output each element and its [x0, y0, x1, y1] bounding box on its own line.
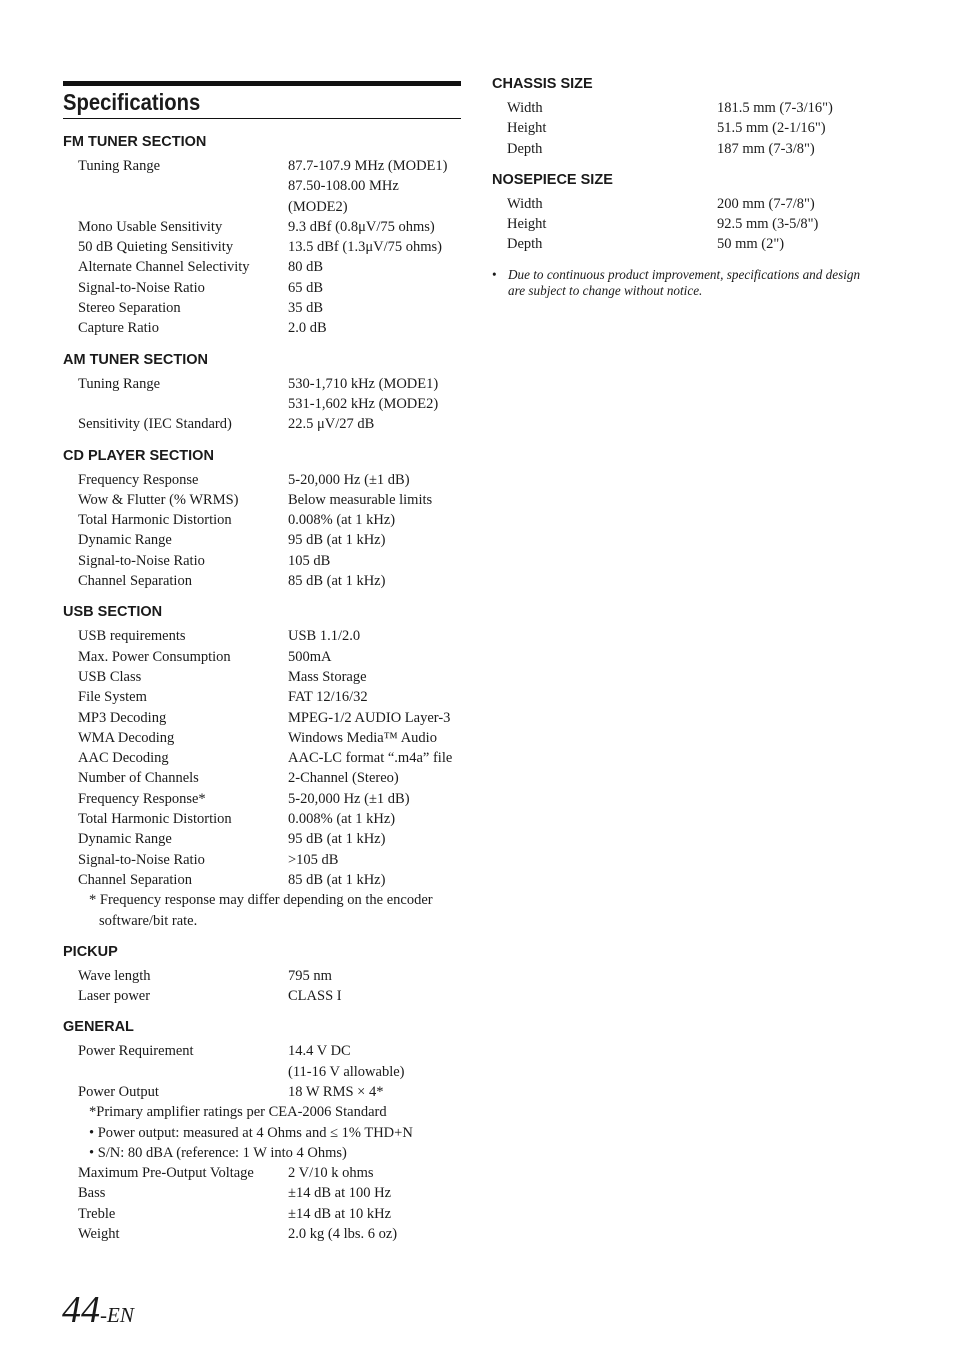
spec-value-line: 5-20,000 Hz (±1 dB)	[288, 471, 410, 488]
spec-row	[63, 217, 461, 237]
spec-value	[717, 194, 892, 214]
section-usb-section	[63, 603, 461, 930]
general-rows-a	[63, 1041, 461, 1102]
spec-label: Stereo Separation	[78, 300, 181, 317]
right-column	[492, 75, 892, 300]
general-rows-b	[63, 1163, 461, 1244]
spec-value	[288, 687, 461, 707]
spec-value-line: 2.0 kg (4 lbs. 6 oz)	[288, 1226, 398, 1243]
spec-row	[63, 374, 461, 415]
spec-row	[63, 789, 461, 809]
spec-value	[288, 414, 461, 434]
spec-value-line: 80 dB	[288, 259, 324, 276]
spec-value	[288, 870, 461, 890]
spec-value	[288, 1204, 461, 1224]
spec-value-line: Below measurable limits	[288, 491, 433, 508]
section-cd-player-section	[63, 447, 461, 592]
disclaimer-line-1: Due to continuous product improvement, specifications and design	[508, 266, 861, 282]
spec-row	[63, 156, 461, 217]
spec-label: Depth	[507, 236, 543, 253]
spec-value-line: MPEG-1/2 AUDIO Layer-3	[288, 709, 451, 726]
spec-value-line: 65 dB	[288, 279, 324, 296]
spec-label: Power Requirement	[78, 1043, 194, 1060]
spec-value	[288, 470, 461, 490]
spec-row	[63, 237, 461, 257]
section-nosepiece-size	[492, 171, 892, 255]
spec-value	[288, 708, 461, 728]
spec-label: Channel Separation	[78, 573, 192, 590]
spec-row	[63, 748, 461, 768]
spec-value	[288, 850, 461, 870]
spec-row	[63, 1224, 461, 1244]
spec-label: Wow & Flutter (% WRMS)	[78, 491, 239, 508]
spec-value	[288, 237, 461, 257]
spec-value-line: 187 mm (7-3/8")	[717, 140, 815, 157]
spec-label: Number of Channels	[78, 770, 199, 787]
spec-row	[63, 257, 461, 277]
spec-row	[63, 1163, 461, 1183]
spec-label: Depth	[507, 140, 543, 157]
spec-value-line: 9.3 dBf (0.8μV/75 ohms)	[288, 218, 435, 235]
spec-value	[288, 551, 461, 571]
spec-label: Signal-to-Noise Ratio	[78, 552, 205, 569]
spec-label: WMA Decoding	[78, 729, 175, 746]
title-rule-bottom	[63, 118, 461, 119]
spec-value-line: AAC-LC format “.m4a” file	[288, 750, 453, 767]
spec-label: USB requirements	[78, 628, 186, 645]
spec-rows	[63, 470, 461, 592]
spec-value	[288, 530, 461, 550]
spec-rows	[63, 966, 461, 1007]
disclaimer-text	[508, 267, 860, 300]
spec-value-line: 200 mm (7-7/8")	[717, 195, 815, 212]
section-heading: NOSEPIECE SIZE	[492, 171, 613, 188]
spec-row	[63, 298, 461, 318]
spec-value	[288, 318, 461, 338]
spec-label: Channel Separation	[78, 871, 192, 888]
spec-row	[63, 414, 461, 434]
spec-value-line: Mass Storage	[288, 668, 367, 685]
spec-value	[288, 298, 461, 318]
spec-row	[63, 708, 461, 728]
spec-value-line: 14.4 V DC	[288, 1043, 351, 1060]
spec-row	[63, 1204, 461, 1224]
spec-row	[492, 234, 892, 254]
section-heading: CHASSIS SIZE	[492, 76, 593, 92]
spec-label: AAC Decoding	[78, 750, 169, 767]
footnote-line-2: software/bit rate.	[99, 912, 198, 929]
section-chassis-size	[492, 75, 892, 159]
spec-value-line: 95 dB (at 1 kHz)	[288, 831, 386, 848]
spec-row	[63, 728, 461, 748]
spec-rows	[63, 156, 461, 339]
section-pickup	[63, 943, 461, 1007]
spec-value	[288, 1163, 461, 1183]
spec-row	[63, 647, 461, 667]
spec-rows	[63, 626, 461, 890]
spec-row	[63, 809, 461, 829]
spec-value	[288, 626, 461, 646]
spec-row	[63, 1082, 461, 1102]
spec-row	[63, 667, 461, 687]
spec-value	[288, 809, 461, 829]
spec-value-line: 50 mm (2")	[717, 236, 785, 253]
section-heading: USB SECTION	[63, 604, 163, 621]
spec-value-line: 22.5 μV/27 dB	[288, 416, 375, 433]
disclaimer-line-2: are subject to change without notice.	[508, 283, 703, 299]
spec-value	[288, 217, 461, 237]
spec-value	[288, 667, 461, 687]
spec-row	[492, 139, 892, 159]
spec-label: Width	[507, 195, 543, 212]
spec-value	[288, 571, 461, 591]
spec-value-line: Windows Media™ Audio	[288, 729, 437, 746]
spec-label: MP3 Decoding	[78, 709, 167, 726]
spec-label: Signal-to-Noise Ratio	[78, 851, 205, 868]
spec-row	[63, 870, 461, 890]
page-number	[62, 1288, 134, 1332]
spec-value-line: ±14 dB at 10 kHz	[288, 1205, 392, 1222]
spec-value-line: 105 dB	[288, 552, 331, 569]
section-am-tuner-section	[63, 351, 461, 435]
spec-label: Max. Power Consumption	[78, 648, 231, 665]
spec-rows	[492, 194, 892, 255]
spec-label: File System	[78, 689, 147, 706]
spec-row	[63, 829, 461, 849]
spec-row	[63, 687, 461, 707]
spec-value	[288, 1224, 461, 1244]
spec-value	[288, 986, 461, 1006]
spec-label: Dynamic Range	[78, 532, 172, 549]
spec-row	[63, 470, 461, 490]
spec-row	[492, 194, 892, 214]
spec-label: Laser power	[78, 988, 151, 1005]
spec-value-line-2: 87.50-108.00 MHz (MODE2)	[288, 178, 399, 215]
spec-value-line: 2-Channel (Stereo)	[288, 770, 399, 787]
spec-value-line: FAT 12/16/32	[288, 689, 368, 706]
spec-value-line: 92.5 mm (3-5/8")	[717, 216, 819, 233]
spec-row	[492, 118, 892, 138]
disclaimer	[492, 267, 892, 300]
spec-label: Height	[507, 216, 547, 233]
spec-value	[717, 214, 892, 234]
spec-value-line: 0.008% (at 1 kHz)	[288, 811, 396, 828]
spec-label: Alternate Channel Selectivity	[78, 259, 250, 276]
spec-value-line: 530-1,710 kHz (MODE1)	[288, 375, 439, 392]
spec-value	[288, 1082, 461, 1102]
spec-value-line: USB 1.1/2.0	[288, 628, 361, 645]
general-bullet-1: • Power output: measured at 4 Ohms and ≤ 1% THD+N	[89, 1124, 413, 1141]
spec-label: Maximum Pre-Output Voltage	[78, 1165, 254, 1182]
spec-label: Tuning Range	[78, 375, 161, 392]
spec-value-line: 85 dB (at 1 kHz)	[288, 871, 386, 888]
spec-row	[63, 571, 461, 591]
page-number-suffix: -EN	[100, 1303, 134, 1327]
spec-value	[288, 490, 461, 510]
general-section	[63, 1018, 461, 1244]
spec-value-line: 0.008% (at 1 kHz)	[288, 512, 396, 529]
spec-label: Total Harmonic Distortion	[78, 811, 232, 828]
spec-value	[717, 234, 892, 254]
spec-row	[63, 986, 461, 1006]
spec-value-line-2: (11-16 V allowable)	[288, 1063, 405, 1080]
left-sections	[63, 133, 461, 1006]
spec-value-line: 795 nm	[288, 967, 332, 984]
spec-value-line: 5-20,000 Hz (±1 dB)	[288, 790, 410, 807]
spec-value	[288, 278, 461, 298]
spec-value-line: 13.5 dBf (1.3μV/75 ohms)	[288, 239, 442, 256]
spec-label: Signal-to-Noise Ratio	[78, 279, 205, 296]
spec-label: Width	[507, 100, 543, 116]
spec-value	[288, 156, 461, 217]
spec-value	[288, 510, 461, 530]
spec-row	[63, 626, 461, 646]
spec-value-line: 85 dB (at 1 kHz)	[288, 573, 386, 590]
spec-value	[288, 768, 461, 788]
spec-rows	[492, 98, 892, 159]
spec-label: Weight	[78, 1226, 120, 1243]
spec-label: Wave length	[78, 967, 151, 984]
page-title: Specifications	[63, 89, 201, 115]
spec-value	[288, 1041, 461, 1082]
spec-row	[63, 1041, 461, 1082]
spec-row	[63, 768, 461, 788]
spec-value-line: ±14 dB at 100 Hz	[288, 1185, 392, 1202]
spec-value	[288, 789, 461, 809]
spec-row	[63, 490, 461, 510]
spec-value	[288, 257, 461, 277]
spec-value	[717, 139, 892, 159]
primary-amp-note: *Primary amplifier ratings per CEA-2006 Standard	[89, 1104, 387, 1121]
spec-label: Total Harmonic Distortion	[78, 512, 232, 529]
spec-row	[63, 850, 461, 870]
spec-row	[63, 551, 461, 571]
spec-value	[288, 728, 461, 748]
section-fm-tuner-section	[63, 133, 461, 339]
spec-value-line-2: 531-1,602 kHz (MODE2)	[288, 395, 439, 412]
spec-value-line: 35 dB	[288, 300, 324, 317]
spec-value	[288, 374, 461, 415]
section-heading: CD PLAYER SECTION	[63, 447, 214, 464]
spec-value-line: CLASS I	[288, 988, 342, 1005]
spec-row	[63, 510, 461, 530]
spec-value-line: 2.0 dB	[288, 320, 327, 337]
spec-label: USB Class	[78, 668, 142, 685]
section-heading: PICKUP	[63, 943, 118, 960]
spec-value	[288, 748, 461, 768]
general-bullet-2: • S/N: 80 dBA (reference: 1 W into 4 Ohms)	[89, 1144, 347, 1161]
disclaimer-bullet: •	[492, 266, 497, 282]
spec-row	[63, 966, 461, 986]
spec-label: Treble	[78, 1205, 116, 1222]
spec-value	[717, 98, 892, 118]
spec-value-line: 95 dB (at 1 kHz)	[288, 532, 386, 549]
left-column	[63, 81, 461, 1256]
spec-row	[492, 214, 892, 234]
section-heading-general: GENERAL	[63, 1019, 134, 1036]
spec-row	[492, 98, 892, 118]
spec-label: Mono Usable Sensitivity	[78, 218, 223, 235]
spec-label: Dynamic Range	[78, 831, 172, 848]
spec-label: Frequency Response*	[78, 790, 206, 807]
spec-label: Bass	[78, 1185, 106, 1202]
spec-value-line: 500mA	[288, 648, 332, 665]
spec-value-line: 2 V/10 k ohms	[288, 1165, 374, 1182]
spec-value	[288, 647, 461, 667]
spec-value	[288, 829, 461, 849]
spec-value	[288, 966, 461, 986]
spec-rows	[63, 374, 461, 435]
right-sections	[492, 75, 892, 255]
spec-value-line: 51.5 mm (2-1/16")	[717, 120, 826, 137]
spec-value	[717, 118, 892, 138]
page-number-digits: 44	[62, 1289, 100, 1331]
section-heading: FM TUNER SECTION	[63, 134, 207, 150]
spec-label: Tuning Range	[78, 158, 161, 174]
spec-row	[63, 318, 461, 338]
section-heading: AM TUNER SECTION	[63, 351, 208, 368]
spec-label: Sensitivity (IEC Standard)	[78, 416, 232, 433]
spec-label: Frequency Response	[78, 471, 199, 488]
spec-label: Capture Ratio	[78, 320, 159, 337]
spec-value-line: 181.5 mm (7-3/16")	[717, 100, 833, 116]
spec-value-line: 18 W RMS × 4*	[288, 1083, 384, 1100]
spec-label: 50 dB Quieting Sensitivity	[78, 239, 234, 256]
spec-row	[63, 1183, 461, 1203]
footnote-line-1: * Frequency response may differ depending on the encoder	[89, 892, 433, 909]
spec-label: Height	[507, 120, 547, 137]
spec-label: Power Output	[78, 1083, 159, 1100]
spec-row	[63, 278, 461, 298]
spec-value	[288, 1183, 461, 1203]
spec-value-line: 87.7-107.9 MHz (MODE1)	[288, 158, 448, 174]
spec-value-line: >105 dB	[288, 851, 339, 868]
spec-row	[63, 530, 461, 550]
